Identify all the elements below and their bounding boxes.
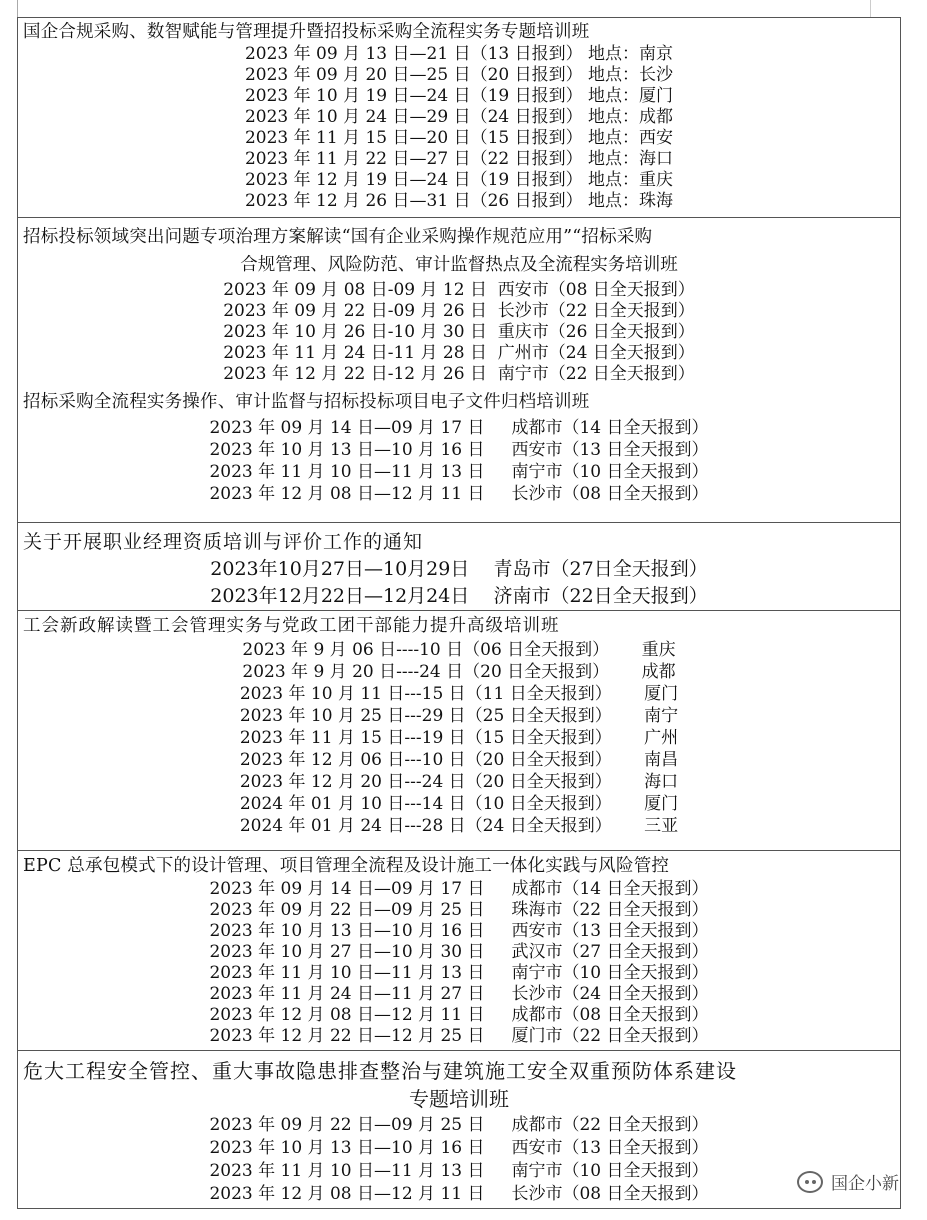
wechat-icon: [797, 1171, 823, 1193]
section-title: EPC 总承包模式下的设计管理、项目管理全流程及设计施工一体化实践与风险管控: [23, 856, 670, 876]
section-title: 危大工程安全管控、重大事故隐患排查整治与建筑施工安全双重预防体系建设: [23, 1059, 737, 1083]
schedule-row: 2023 年 9 月 20 日----24 日（20 日全天报到） 成都: [242, 662, 676, 682]
schedule-row: 2023 年 10 月 13 日—10 月 16 日 西安市（13 日全天报到）: [209, 1138, 709, 1158]
schedule-row: 2023年12月22日—12月24日 济南市（22日全天报到）: [210, 585, 708, 607]
training-schedule-table: [17, 17, 901, 1209]
schedule-row: 2023 年 09 月 13 日—21 日（13 日报到） 地点：南京: [244, 44, 674, 64]
section-title: 招标采购全流程实务操作、审计监督与招标投标项目电子文件归档培训班: [23, 392, 590, 412]
watermark: [797, 1169, 899, 1194]
schedule-row: 2023 年 11 月 15 日—20 日（15 日报到） 地点：西安: [244, 128, 674, 148]
schedule-row: 2024 年 01 月 10 日---14 日（10 日全天报到） 厦门: [239, 794, 679, 814]
schedule-row: 2023 年 9 月 06 日----10 日（06 日全天报到） 重庆: [242, 640, 676, 660]
schedule-row: 2023 年 12 月 26 日—31 日（26 日报到） 地点：珠海: [244, 191, 674, 211]
section-epc: [18, 851, 900, 1051]
schedule-row: 2023 年 11 月 10 日—11 月 13 日 南宁市（10 日全天报到）: [209, 462, 709, 482]
schedule-row: 2023 年 11 月 24 日-11 月 28 日 广州市（24 日全天报到）: [223, 343, 695, 363]
schedule-row: 2023 年 09 月 14 日—09 月 17 日 成都市（14 日全天报到）: [209, 879, 709, 899]
schedule-row: 2023 年 09 月 22 日—09 月 25 日 珠海市（22 日全天报到）: [209, 900, 709, 920]
section-trade-union: [18, 611, 900, 851]
schedule-row: 2023 年 12 月 22 日-12 月 26 日 南宁市（22 日全天报到）: [223, 364, 695, 384]
schedule-row: 2023 年 09 月 22 日-09 月 26 日 长沙市（22 日全天报到）: [223, 301, 695, 321]
schedule-row: 2023 年 12 月 08 日—12 月 11 日 成都市（08 日全天报到）: [209, 1005, 709, 1025]
schedule-row: 2023 年 10 月 24 日—29 日（24 日报到） 地点：成都: [244, 107, 674, 127]
schedule-row: 2023 年 12 月 19 日—24 日（19 日报到） 地点：重庆: [244, 170, 674, 190]
schedule-row: 2023 年 12 月 08 日—12 月 11 日 长沙市（08 日全天报到）: [209, 1184, 709, 1204]
schedule-row: 2023 年 11 月 10 日—11 月 13 日 南宁市（10 日全天报到）: [209, 1161, 709, 1181]
schedule-row: 2024 年 01 月 24 日---28 日（24 日全天报到） 三亚: [239, 816, 679, 836]
section-title-line2: 专题培训班: [409, 1087, 509, 1111]
page-edge-line: [870, 0, 871, 17]
section-title-line2: 合规管理、风险防范、审计监督热点及全流程实务培训班: [240, 255, 678, 275]
section-compliance-procurement: [18, 18, 900, 218]
schedule-row: 2023 年 09 月 14 日—09 月 17 日 成都市（14 日全天报到）: [209, 418, 709, 438]
schedule-row: 2023 年 10 月 19 日—24 日（19 日报到） 地点：厦门: [244, 86, 674, 106]
schedule-row: 2023 年 12 月 20 日---24 日（20 日全天报到） 海口: [239, 772, 679, 792]
section-title: 国企合规采购、数智赋能与管理提升暨招投标采购全流程实务专题培训班: [23, 22, 590, 42]
section-title: 关于开展职业经理资质培训与评价工作的通知: [23, 531, 424, 553]
page-edge-line: [17, 0, 18, 17]
schedule-row: 2023年10月27日—10月29日 青岛市（27日全天报到）: [210, 558, 708, 580]
schedule-row: 2023 年 12 月 06 日---10 日（20 日全天报到） 南昌: [239, 750, 679, 770]
schedule-row: 2023 年 09 月 08 日-09 月 12 日 西安市（08 日全天报到）: [223, 280, 695, 300]
schedule-row: 2023 年 10 月 25 日---29 日（25 日全天报到） 南宁: [239, 706, 679, 726]
section-manager-certification: [18, 523, 900, 611]
schedule-row: 2023 年 12 月 08 日—12 月 11 日 长沙市（08 日全天报到）: [209, 484, 709, 504]
schedule-row: 2023 年 10 月 13 日—10 月 16 日 西安市（13 日全天报到）: [209, 440, 709, 460]
schedule-row: 2023 年 11 月 10 日—11 月 13 日 南宁市（10 日全天报到）: [209, 963, 709, 983]
schedule-row: 2023 年 09 月 20 日—25 日（20 日报到） 地点：长沙: [244, 65, 674, 85]
watermark-text: 国企小新: [831, 1174, 899, 1194]
schedule-row: 2023 年 09 月 22 日—09 月 25 日 成都市（22 日全天报到）: [209, 1115, 709, 1135]
schedule-row: 2023 年 11 月 24 日—11 月 27 日 长沙市（24 日全天报到）: [209, 984, 709, 1004]
section-title: 招标投标领域突出问题专项治理方案解读“国有企业采购操作规范应用”“招标采购: [23, 227, 653, 247]
section-title: 工会新政解读暨工会管理实务与党政工团干部能力提升高级培训班: [23, 616, 560, 636]
schedule-row: 2023 年 10 月 13 日—10 月 16 日 西安市（13 日全天报到）: [209, 921, 709, 941]
schedule-row: 2023 年 12 月 22 日—12 月 25 日 厦门市（22 日全天报到）: [209, 1026, 709, 1046]
schedule-row: 2023 年 11 月 22 日—27 日（22 日报到） 地点：海口: [244, 149, 674, 169]
schedule-row: 2023 年 10 月 27 日—10 月 30 日 武汉市（27 日全天报到）: [209, 942, 709, 962]
schedule-row: 2023 年 10 月 11 日---15 日（11 日全天报到） 厦门: [239, 684, 679, 704]
section-bidding-governance: [18, 218, 900, 393]
section-construction-safety: [18, 1051, 900, 1210]
schedule-row: 2023 年 10 月 26 日-10 月 30 日 重庆市（26 日全天报到）: [223, 322, 695, 342]
schedule-row: 2023 年 11 月 15 日---19 日（15 日全天报到） 广州: [239, 728, 679, 748]
section-bidding-archiving: [18, 388, 900, 523]
